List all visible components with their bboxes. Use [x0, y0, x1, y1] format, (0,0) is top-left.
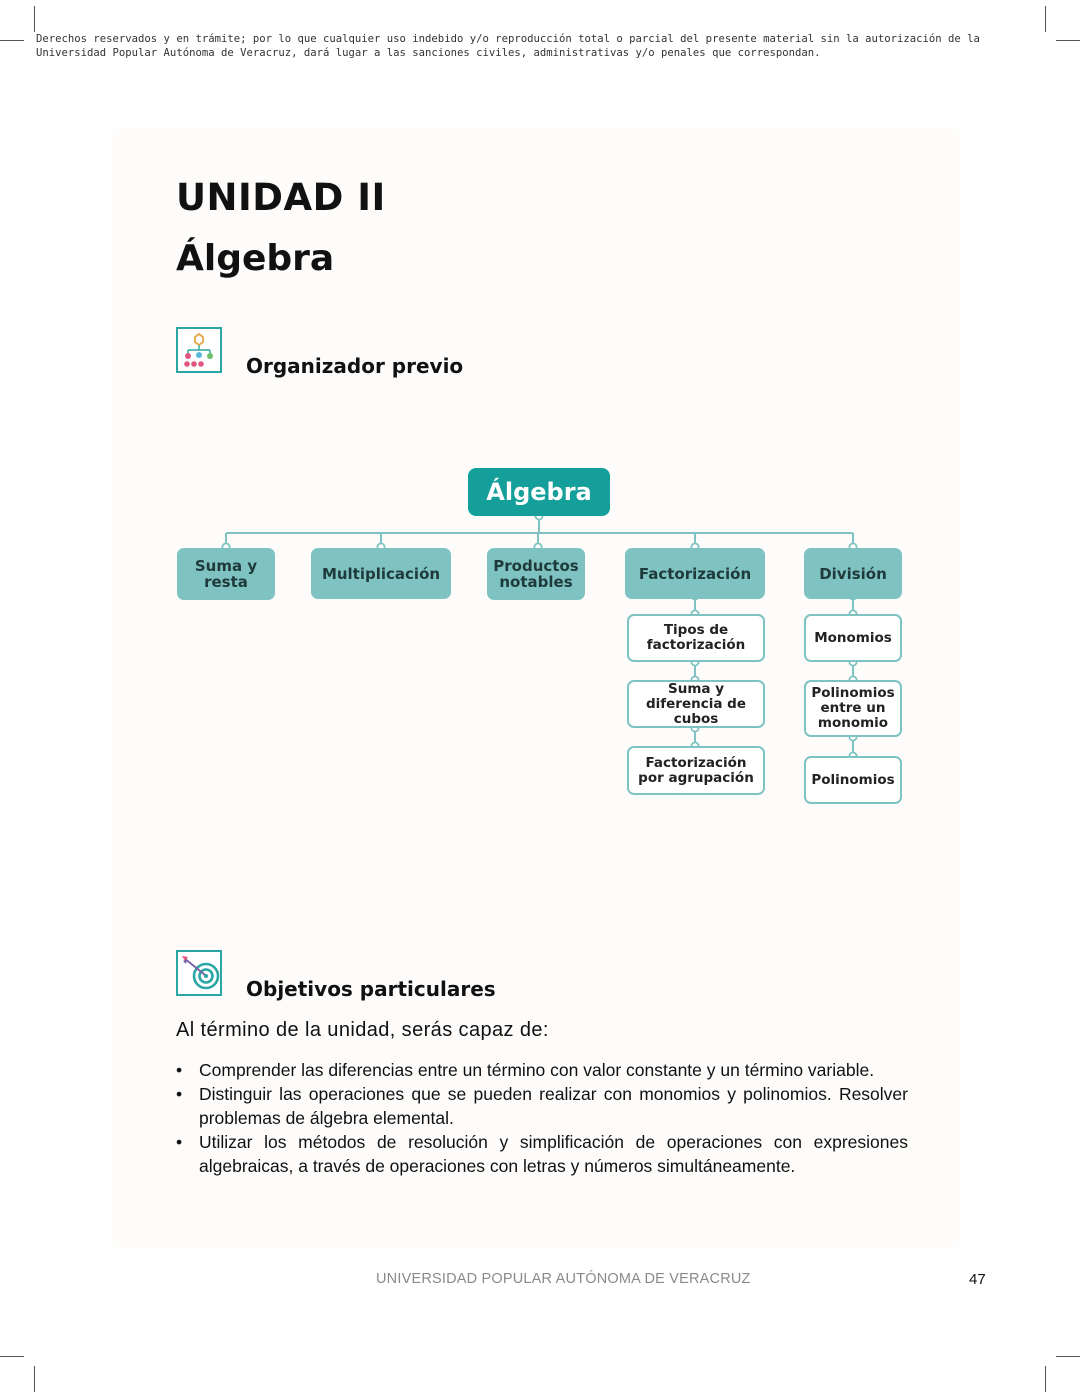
objectives-list	[176, 1058, 908, 1178]
objective-text: Utilizar los métodos de resolución y simplificación de operaciones con expresiones algebraicas, a través de operaciones con letras y números simultáneamente.	[199, 1132, 908, 1176]
objective-text: Comprender las diferencias entre un término con valor constante y un término variable.	[199, 1060, 875, 1080]
copyright-notice: Derechos reservados y en trámite; por lo que cualquier uso indebido y/o reproducción total o parcial del presente material sin la autorización de la Universidad Popular Autónoma de Veracruz, dará lugar a las sanciones civiles, administrativas y/o penales que correspondan.	[36, 33, 980, 59]
node-productos-notables: Productos notables	[487, 548, 585, 600]
organizer-heading: Organizador previo	[246, 354, 464, 378]
objective-item	[176, 1130, 908, 1178]
unit-title: UNIDAD II	[176, 176, 386, 219]
node-factorizacion: Factorización	[625, 548, 765, 599]
objective-item	[176, 1082, 908, 1130]
node-multiplicacion: Multiplicación	[311, 548, 451, 599]
node-division: División	[804, 548, 902, 599]
node-algebra: Álgebra	[468, 468, 610, 516]
footer-institution: UNIVERSIDAD POPULAR AUTÓNOMA DE VERACRUZ	[376, 1271, 751, 1287]
bullet: •	[176, 1132, 183, 1152]
node-factorizacion-agrupacion: Factorización por agrupación	[627, 746, 765, 795]
node-monomios: Monomios	[804, 614, 902, 662]
node-suma-diferencia-cubos: Suma y diferencia de cubos	[627, 680, 765, 728]
node-polinomios-entre-monomio: Polinomios entre un monomio	[804, 680, 902, 737]
subject-title: Álgebra	[176, 238, 335, 279]
page-number: 47	[969, 1271, 986, 1288]
node-polinomios: Polinomios	[804, 756, 902, 804]
objective-item	[176, 1058, 908, 1082]
bullet: •	[176, 1060, 183, 1080]
target-icon	[176, 950, 222, 996]
objective-text: Distinguir las operaciones que se pueden realizar con monomios y polinomios. Resolver problemas de álgebra elemental.	[199, 1084, 908, 1128]
objectives-intro: Al término de la unidad, serás capaz de:	[176, 1019, 549, 1041]
node-tipos-factorizacion: Tipos de factorización	[627, 614, 765, 662]
objectives-heading: Objetivos particulares	[246, 977, 496, 1001]
bullet: •	[176, 1084, 183, 1104]
node-suma-resta: Suma y resta	[177, 548, 275, 600]
